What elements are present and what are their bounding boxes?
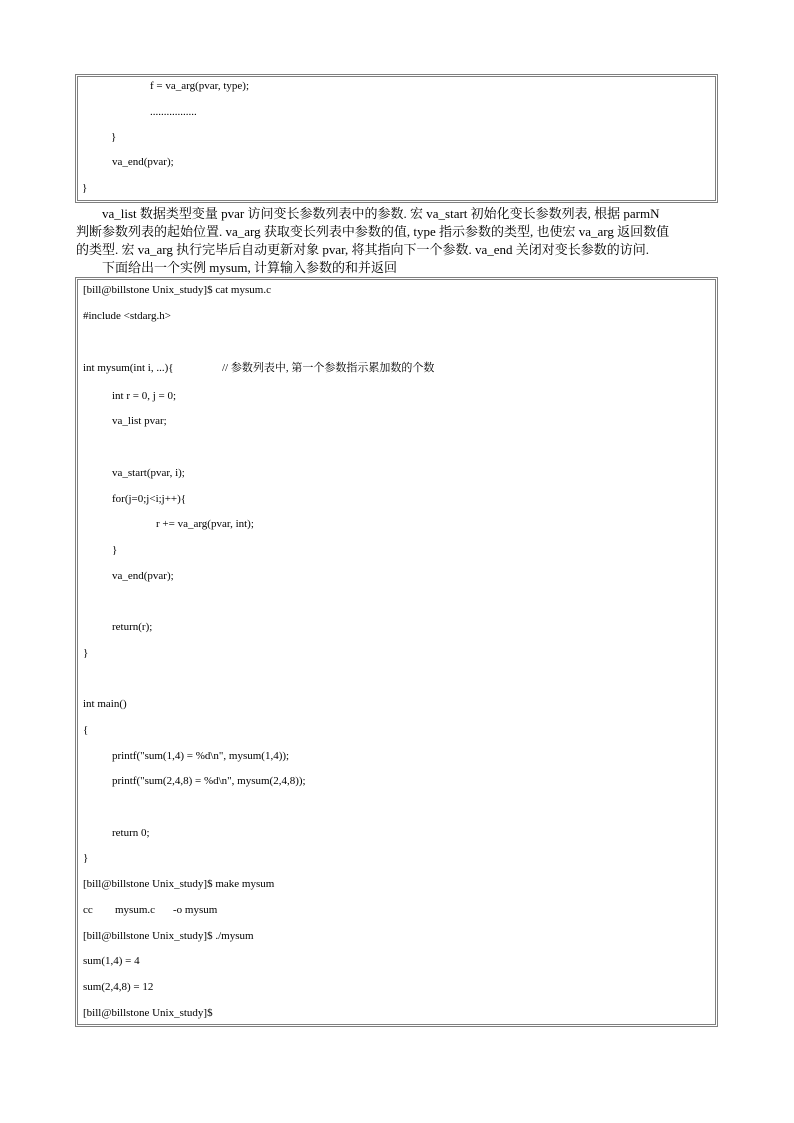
code-line: va_start(pvar, i);: [112, 467, 185, 479]
code-line: sum(1,4) = 4: [83, 955, 140, 967]
paragraph-line: 下面给出一个实例 mysum, 计算输入参数的和并返回: [102, 260, 398, 275]
code-line: [bill@billstone Unix_study]$ ./mysum: [83, 930, 254, 942]
code-line: f = va_arg(pvar, type);: [150, 80, 250, 92]
code-line: r += va_arg(pvar, int);: [156, 518, 254, 530]
code-block-top: [75, 74, 718, 203]
code-line: return(r);: [112, 621, 153, 633]
code-line: sum(2,4,8) = 12: [83, 981, 154, 993]
code-line: -o mysum: [173, 904, 218, 916]
code-block-main: [75, 277, 718, 1027]
code-line: }: [83, 647, 89, 659]
code-line: int mysum(int i, ...){: [83, 362, 174, 374]
code-line: }: [82, 182, 88, 194]
code-comment: // 参数列表中, 第一个参数指示累加数的个数: [222, 362, 435, 374]
code-line: [bill@billstone Unix_study]$ cat mysum.c: [83, 284, 271, 296]
code-line: [bill@billstone Unix_study]$: [83, 1007, 213, 1019]
paragraph-line: va_list 数据类型变量 pvar 访问变长参数列表中的参数. 宏 va_start 初始化变长参数列表, 根据 parmN: [102, 206, 660, 221]
code-line: return 0;: [112, 827, 150, 839]
code-line: printf("sum(2,4,8) = %d\n", mysum(2,4,8));: [112, 775, 306, 787]
code-line: .................: [150, 106, 197, 118]
code-line: printf("sum(1,4) = %d\n", mysum(1,4));: [112, 750, 290, 762]
code-line: }: [83, 852, 89, 864]
code-line: }: [112, 544, 118, 556]
paragraph-line: 判断参数列表的起始位置. va_arg 获取变长列表中参数的值, type 指示参数的类型, 也使宏 va_arg 返回数值: [76, 224, 670, 239]
code-line: int r = 0, j = 0;: [112, 390, 177, 402]
code-line: [bill@billstone Unix_study]$ make mysum: [83, 878, 275, 890]
code-line: va_end(pvar);: [112, 570, 174, 582]
paragraph-line: 的类型. 宏 va_arg 执行完毕后自动更新对象 pvar, 将其指向下一个参数. va_end 关闭对变长参数的访问.: [76, 242, 650, 257]
code-line: mysum.c: [115, 904, 156, 916]
code-line: for(j=0;j<i;j++){: [112, 493, 187, 505]
code-line: {: [83, 724, 89, 736]
code-line: }: [111, 131, 117, 143]
code-line: #include <stdarg.h>: [83, 310, 171, 322]
code-line: va_end(pvar);: [112, 156, 174, 168]
code-line: cc: [83, 904, 93, 916]
code-line: int main(): [83, 698, 127, 710]
code-line: va_list pvar;: [112, 415, 167, 427]
